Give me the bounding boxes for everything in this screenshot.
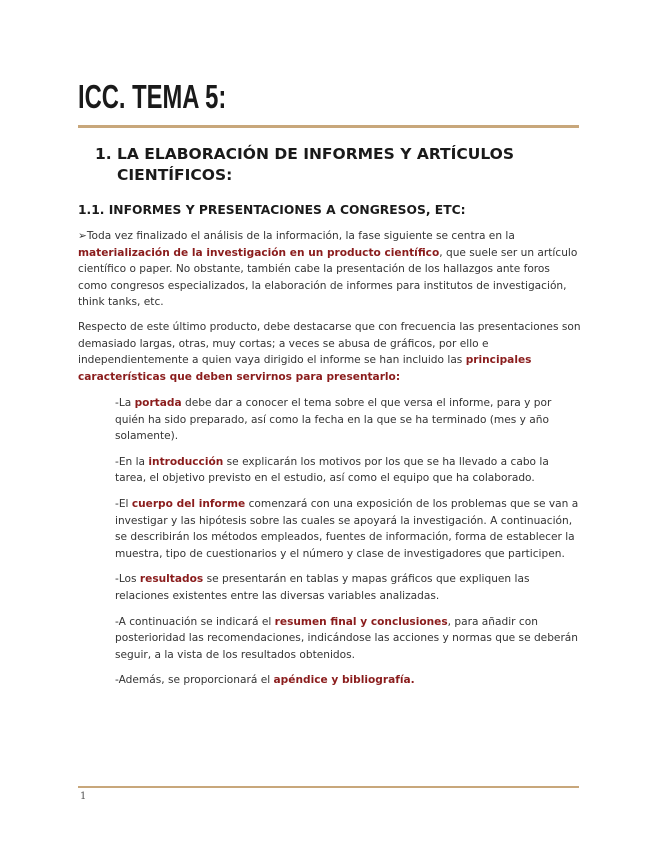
text: se presentarán en tablas y mapas gráficos que expliquen las relaciones existentes entre las diversas variables analizadas. — [115, 573, 530, 602]
text: comenzará con una exposición de los problemas que se van a investigar y las hipótesis sobre las cuales se apoyará la investigación. A continuación, se describirán los métodos empleados, fuentes de información, forma de establecer la muestra, tipo de cuestionarios y el número y clase de investigadores que participen. — [115, 497, 579, 560]
text: ➢Toda vez finalizado el análisis de la información, la fase siguiente se centra en la — [78, 230, 515, 242]
highlight: portada — [134, 397, 182, 409]
text: Respecto de este último producto, debe destacarse que con frecuencia las presentaciones son demasiado largas, otras, muy cortas; a veces se abusa de gráficos, por ello e independientemente a quien vaya dirigido el informe se han incluido las — [78, 321, 581, 367]
section-title-line1: LA ELABORACIÓN DE INFORMES Y ARTÍCULOS — [117, 145, 515, 163]
list-item-portada — [115, 395, 583, 445]
section-heading — [95, 144, 555, 186]
paragraph-presentation — [78, 319, 581, 385]
page-title: ICC. TEMA 5: — [78, 78, 227, 115]
text: debe dar a conocer el tema sobre el que versa el informe, para y por quién ha sido preparado, así como la fecha en la que se ha terminado (mes y año solamente). — [115, 397, 552, 443]
list-item-resultados — [115, 571, 583, 604]
text: , para añadir con posterioridad las recomendaciones, indicándose las acciones y normas que se deberán seguir, a la vista de los resultados obtenidos. — [115, 615, 579, 661]
text: -El — [115, 497, 132, 510]
section-number: 1. — [95, 145, 112, 163]
subsection-heading: 1.1. INFORMES Y PRESENTACIONES A CONGRESOS, ETC: — [78, 203, 466, 217]
text: -A continuación se indicará el — [115, 615, 275, 628]
list-item-introduccion — [115, 454, 583, 487]
list-item-conclusiones — [115, 614, 583, 664]
list-item-cuerpo — [115, 496, 583, 562]
text: -La — [115, 397, 135, 409]
list-item-apendice — [115, 672, 583, 689]
highlight: materialización de la investigación en un producto científico — [78, 246, 440, 259]
highlight: cuerpo del informe — [131, 497, 246, 510]
text: se explicarán los motivos por los que se ha llevado a cabo la tarea, el objetivo previsto en el estudio, así como el equipo que ha colaborado. — [115, 455, 549, 485]
text: -Además, se proporcionará el — [115, 674, 274, 687]
text: , que suele ser un artículo científico o paper. No obstante, también cabe la presentación de los hallazgos ante foros como congresos especializados, la elaboración de informes para institutos de investigación, think tanks, etc. — [78, 246, 578, 309]
highlight: resultados — [139, 573, 204, 586]
paragraph-intro — [78, 228, 581, 311]
highlight: introducción — [148, 455, 224, 468]
highlight: resumen final y conclusiones — [274, 615, 448, 628]
highlight: principales características que deben servirnos para presentarlo: — [78, 354, 532, 383]
text: -En la — [115, 455, 149, 468]
characteristics-list — [115, 395, 583, 698]
section-title-line2: CIENTÍFICOS: — [117, 166, 233, 184]
page-number: 1 — [80, 791, 87, 802]
title-divider — [78, 125, 579, 128]
footer-divider — [78, 786, 579, 788]
highlight: apéndice y bibliografía. — [273, 674, 415, 687]
text: -Los — [115, 573, 140, 586]
